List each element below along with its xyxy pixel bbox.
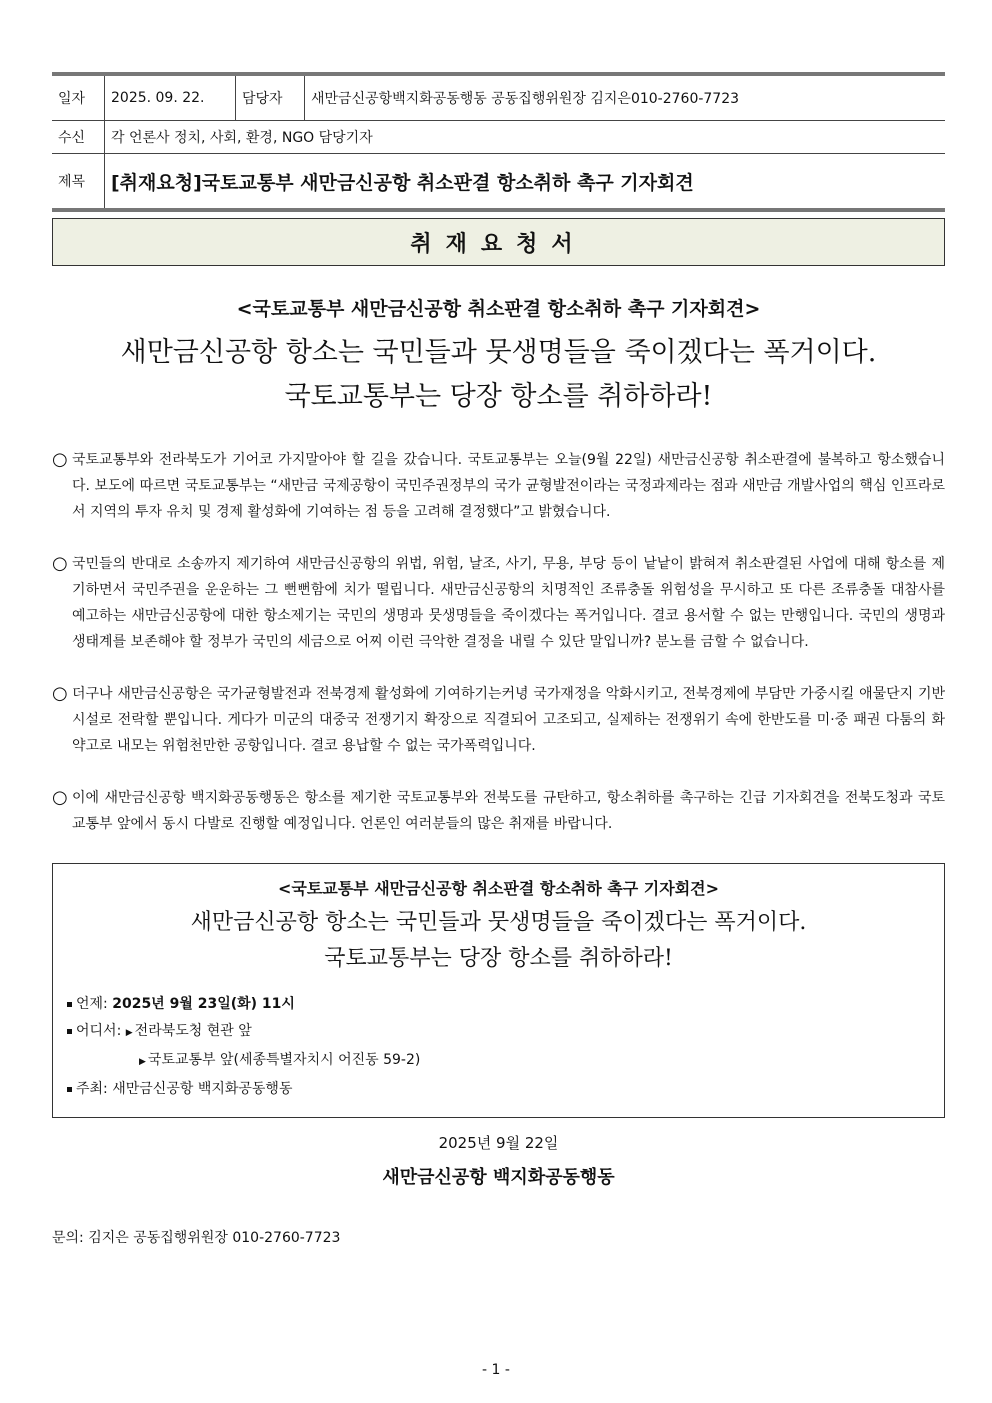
- title-main-line1: 새만금신공항 항소는 국민들과 뭇생명들을 죽이겠다는 폭거이다.: [120, 337, 877, 368]
- paragraph-text: 더구나 새만금신공항은 국가균형발전과 전북경제 활성화에 기여하기는커녕 국가재정을 악화시키고, 전북경제에 부담만 가중시킬 애물단지 기반시설로 전락할 뿐입니다. 게다가 미군의 대중국 전쟁기지 확장으로 직결되어 고조되고, 실제하는 전쟁위기 속에 한반도를 미·중 패권 다툼의 화약고로 내모는 위험천만한 공항입니다. 결코 용납할 수 없는 국가폭력입니다.: [72, 686, 945, 754]
- box-title-line2: 국토교통부는 당장 항소를 취하하라!: [324, 946, 673, 971]
- host-value: 새만금신공항 백지화공동행동: [112, 1081, 293, 1097]
- event-when: [67, 991, 930, 1018]
- date-value: 2025. 09. 22.: [105, 74, 236, 121]
- manager-value: 새만금신공항백지화공동행동 공동집행위원장 김지은010-2760-7723: [305, 74, 946, 121]
- triangle-bullet-icon: ▶: [125, 1028, 133, 1038]
- title-sub: <국토교통부 새만금신공항 취소판결 항소취하 촉구 기자회견>: [236, 298, 761, 320]
- paragraph: [52, 447, 945, 525]
- press-request-banner: 취재요청서: [52, 218, 945, 266]
- triangle-bullet-icon: ▶: [139, 1057, 146, 1067]
- paragraph: [52, 785, 945, 837]
- circle-bullet-icon: ○: [52, 553, 68, 574]
- paragraph-text: 이에 새만금신공항 백지화공동행동은 항소를 제기한 국토교통부와 전북도를 규탄하고, 항소취하를 촉구하는 긴급 기자회견을 전북도청과 국토교통부 앞에서 동시 다발로 진행할 예정입니다. 언론인 여러분들의 많은 취재를 바랍니다.: [72, 790, 945, 832]
- recipient-value: 각 언론사 정치, 사회, 환경, NGO 담당기자: [105, 121, 946, 154]
- square-bullet-icon: [67, 1002, 72, 1007]
- title-block: [52, 294, 945, 419]
- header-table: [52, 72, 945, 212]
- body-paragraphs: [52, 447, 945, 837]
- contact-info: 문의: 김지은 공동집행위원장 010-2760-7723: [52, 1230, 341, 1246]
- square-bullet-icon: [67, 1087, 72, 1092]
- when-label: 언제:: [76, 996, 108, 1012]
- manager-label: 담당자: [236, 74, 305, 121]
- title-main-line2: 국토교통부는 당장 항소를 취하하라!: [284, 381, 713, 412]
- square-bullet-icon: [67, 1029, 72, 1034]
- paragraph-text: 국민들의 반대로 소송까지 제기하여 새만금신공항의 위법, 위험, 날조, 사기, 무용, 부당 등이 낱낱이 밝혀져 취소판결된 사업에 대해 항소를 제기하면서 국민주권을 운운하는 그 뻔뻔함에 치가 떨립니다. 새만금신공항의 치명적인 조류충돌 위험성을 무시하고 또 다른 조류충돌 대참사를 예고하는 새만금신공항에 대한 항소제기는 국민의 생명과 뭇생명들을 죽이겠다는 폭거입니다. 결코 용서할 수 없는 만행입니다. 국민의 생명과 생태계를 보존해야 할 정부가 국민의 세금으로 어찌 이런 극악한 결정을 내릴 수 있단 말입니까? 분노를 금할 수 없습니다.: [72, 556, 945, 650]
- paragraph: [52, 551, 945, 655]
- box-title-sub: <국토교통부 새만금신공항 취소판결 항소취하 촉구 기자회견>: [277, 879, 720, 898]
- where-value-2: 국토교통부 앞(세종특별자치시 어진동 59-2): [147, 1052, 421, 1068]
- circle-bullet-icon: ○: [52, 787, 68, 808]
- where-value-1: 전라북도청 현관 앞: [134, 1023, 252, 1039]
- subject-label: 제목: [52, 154, 105, 211]
- circle-bullet-icon: ○: [52, 449, 68, 470]
- event-details: [67, 991, 930, 1103]
- document-page: [52, 72, 945, 1247]
- circle-bullet-icon: ○: [52, 683, 68, 704]
- when-value: 2025년 9월 23일(화) 11시: [112, 996, 295, 1012]
- issue-date: 2025년 9월 22일: [438, 1134, 559, 1152]
- subject-value: [취재요청]국토교통부 새만금신공항 취소판결 항소취하 촉구 기자회견: [105, 154, 946, 211]
- paragraph: [52, 681, 945, 759]
- host-label: 주최:: [76, 1081, 108, 1097]
- paragraph-text: 국토교통부와 전라북도가 기어코 가지말아야 할 길을 갔습니다. 국토교통부는 오늘(9월 22일) 새만금신공항 취소판결에 불복하고 항소했습니다. 보도에 따르면 국토교통부는 “새만금 국제공항이 국민주권정부의 국가 균형발전이라는 국정과제라는 점과 새만금 개발사업의 핵심 인프라로서 지역의 투자 유치 및 경제 활성화에 기여하는 점 등을 고려해 결정했다”고 밝혔습니다.: [72, 452, 945, 520]
- box-title-line1: 새만금신공항 항소는 국민들과 뭇생명들을 죽이겠다는 폭거이다.: [190, 910, 807, 935]
- where-label: 어디서:: [76, 1023, 122, 1039]
- date-label: 일자: [52, 74, 105, 121]
- title-main: [52, 331, 945, 419]
- recipient-label: 수신: [52, 121, 105, 154]
- event-host: [67, 1076, 930, 1103]
- event-where-2: [67, 1047, 930, 1076]
- page-number: - 1 -: [482, 1362, 510, 1378]
- event-where: [67, 1018, 930, 1047]
- issuing-organization: 새만금신공항 백지화공동행동: [382, 1167, 615, 1188]
- box-title-main: [67, 905, 930, 977]
- event-info-box: [52, 863, 945, 1118]
